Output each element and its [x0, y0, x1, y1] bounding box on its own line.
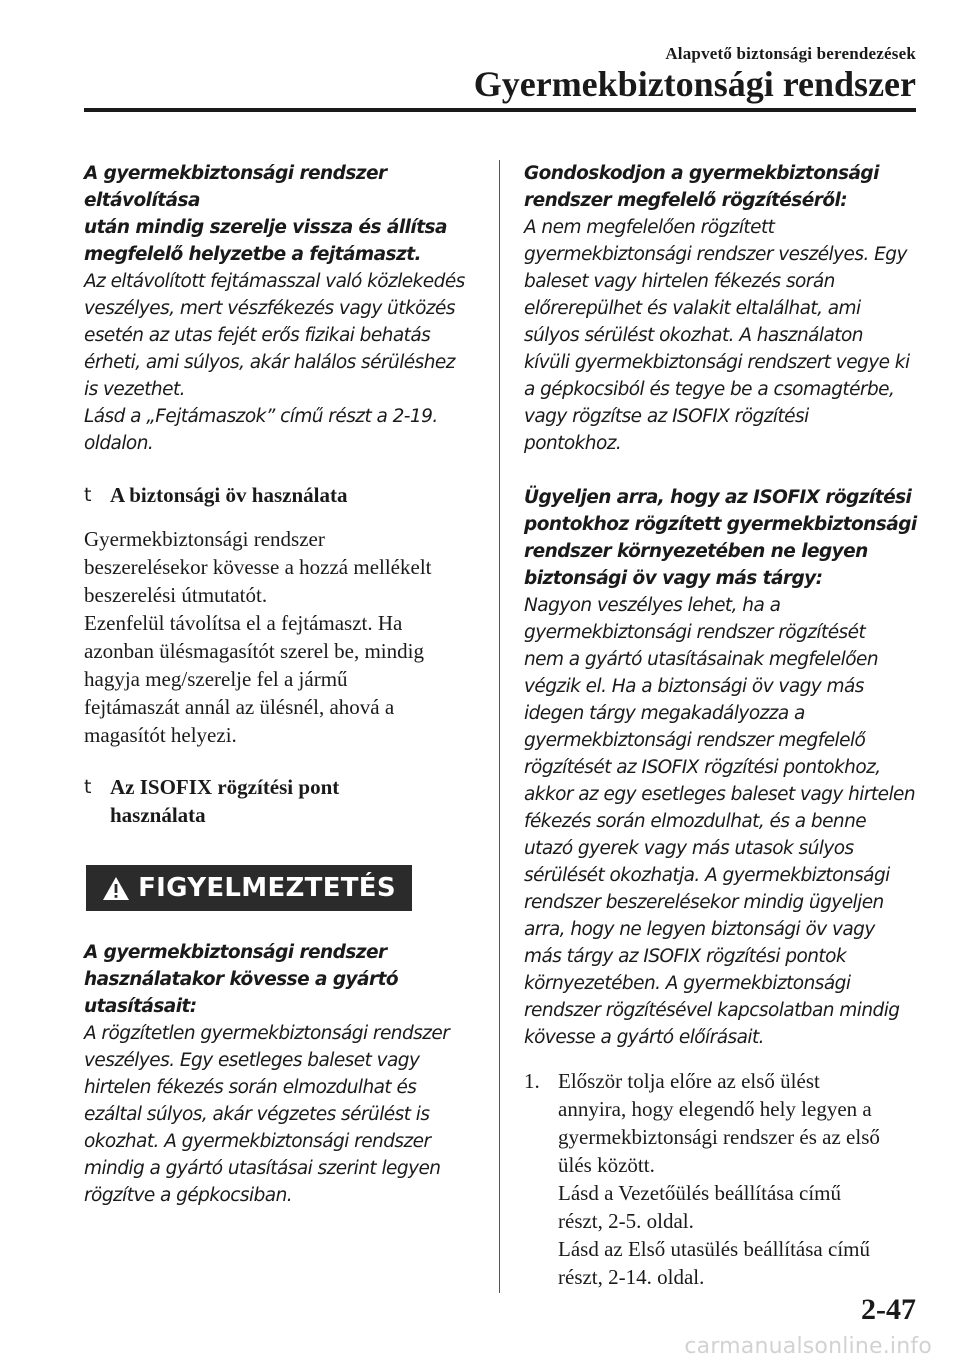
warning-text-line: vagy rögzítse az ISOFIX rögzítési: [524, 406, 809, 427]
body-line: beszerelésekor kövesse a hozzá mellékelt: [84, 555, 432, 579]
headrest-warning: [84, 160, 484, 457]
warning-text-line: gyermekbiztonsági rendszer rögzítését: [524, 622, 866, 643]
step-body: [558, 1067, 880, 1291]
section-title: A biztonsági öv használata: [110, 483, 348, 507]
warning-text-line: pontokhoz.: [524, 433, 622, 454]
headrest-warning-text-line: oldalon.: [84, 433, 154, 454]
warning-banner: [86, 865, 412, 911]
page-number: 2-47: [861, 1293, 916, 1326]
headrest-warning-text-line: esetén az utas fejét erős fizikai behatás: [84, 325, 431, 346]
warning-text-line: gyermekbiztonsági rendszer veszélyes. Egy: [524, 244, 907, 265]
warning-text-line: kövesse a gyártó előírásait.: [524, 1027, 764, 1048]
warning-text-line: előrerepülhet és valakit eltalálhat, ami: [524, 298, 861, 319]
column-divider: [499, 160, 500, 1293]
warning-text-line: A nem megfelelően rögzített: [524, 217, 775, 238]
warning-text-line: arra, hogy ne legyen biztonsági öv vagy: [524, 919, 875, 940]
body-line: magasítót helyezi.: [84, 723, 237, 747]
headrest-warning-heading-line: után mindig szerelje vissza és állítsa: [84, 217, 447, 238]
warning-heading-line: pontokhoz rögzített gyermekbiztonsági: [524, 514, 917, 535]
warning-triangle-icon: [102, 876, 130, 901]
body-line: hagyja meg/szerelje fel a jármű: [84, 667, 348, 691]
step-number: 1.: [524, 1069, 540, 1093]
headrest-warning-text-line: érheti, ami súlyos, akár halálos sérüléshez: [84, 352, 455, 373]
headrest-warning-heading-line: megfelelő helyzetbe a fejtámaszt.: [84, 244, 421, 265]
warning-text-line: rendszer rögzítésével kapcsolatban mindig: [524, 1000, 900, 1021]
warning-text-line: más tárgy az ISOFIX rögzítési pontok: [524, 946, 847, 967]
warning-text-line: rögzítve a gépkocsiban.: [84, 1185, 293, 1206]
body-line: Ezenfelül távolítsa el a fejtámaszt. Ha: [84, 611, 403, 635]
warning-text-line: Nagyon veszélyes lehet, ha a: [524, 595, 781, 616]
warning-heading-line: Ügyeljen arra, hogy az ISOFIX rögzítési: [524, 487, 912, 508]
left-column: [84, 160, 484, 1209]
step-line: Lásd az Első utasülés beállítása című: [558, 1237, 870, 1261]
warning-text-line: súlyos sérülést okozhat. A használaton: [524, 325, 863, 346]
warning-text-line: nem a gyártó utasításainak megfelelően: [524, 649, 878, 670]
warning-text-line: kívüli gyermekbiztonsági rendszert vegye ki: [524, 352, 910, 373]
warning-text-line: baleset vagy hirtelen fékezés során: [524, 271, 835, 292]
warning-text-line: hirtelen fékezés során elmozdulhat és: [84, 1077, 417, 1098]
warning-heading-line: A gyermekbiztonsági rendszer: [84, 942, 387, 963]
warning-text-line: végzik el. Ha a biztonsági öv vagy más: [524, 676, 864, 697]
body-line: azonban ülésmagasítót szerel be, mindig: [84, 639, 424, 663]
step-line: részt, 2-14. oldal.: [558, 1265, 705, 1289]
warning-text-line: akkor az egy esetleges baleset vagy hirtelen: [524, 784, 916, 805]
headrest-warning-heading-line: A gyermekbiztonsági rendszer eltávolítása: [84, 163, 387, 211]
warning-heading-line: rendszer megfelelő rögzítéséről:: [524, 190, 848, 211]
step-line: Lásd a Vezetőülés beállítása című: [558, 1181, 842, 1205]
secure-mounting-warning: [524, 160, 924, 457]
warning-banner-label: FIGYELMEZTETÉS: [138, 873, 396, 903]
warning-text-line: rendszer beszerelésekor mindig ügyeljen: [524, 892, 884, 913]
step-line: részt, 2-5. oldal.: [558, 1209, 694, 1233]
warning-text-line: veszélyes. Egy esetleges baleset vagy: [84, 1050, 420, 1071]
section-heading-isofix: [84, 773, 484, 829]
warning-text-line: a gépkocsiból és tegye be a csomagtérbe,: [524, 379, 895, 400]
step-line: annyira, hogy elegendő hely legyen a: [558, 1097, 872, 1121]
step-1: [524, 1067, 924, 1291]
body-line: Gyermekbiztonsági rendszer: [84, 527, 325, 551]
running-header-subtitle: Alapvető biztonsági berendezések: [665, 44, 916, 63]
right-column: [524, 160, 924, 1291]
running-header-title: Gyermekbiztonsági rendszer: [473, 64, 916, 104]
warning-text-line: idegen tárgy megakadályozza a: [524, 703, 805, 724]
headrest-warning-text-line: is vezethet.: [84, 379, 185, 400]
seatbelt-section-body: [84, 525, 484, 749]
warning-text-line: utazó gyerek vagy más utasok súlyos: [524, 838, 854, 859]
warning-text-line: sérülését okozhatja. A gyermekbiztonsági: [524, 865, 890, 886]
step-line: ülés között.: [558, 1153, 655, 1177]
warning-heading-line: Gondoskodjon a gyermekbiztonsági: [524, 163, 879, 184]
step-line: Először tolja előre az első ülést: [558, 1069, 820, 1093]
headrest-warning-text-line: Az eltávolított fejtámasszal való közlekedés: [84, 271, 465, 292]
body-line: fejtámaszát annál az ülésnél, ahová a: [84, 695, 395, 719]
warning-heading-line: rendszer környezetében ne legyen: [524, 541, 868, 562]
section-marker-icon: t: [84, 776, 92, 798]
section-marker-icon: t: [84, 484, 92, 506]
warning-text-line: gyermekbiztonsági rendszer megfelelő: [524, 730, 866, 751]
watermark: carmanualsonline.info: [684, 1334, 932, 1359]
manufacturer-instructions-warning: [84, 939, 484, 1209]
warning-text-line: ezáltal súlyos, akár végzetes sérülést is: [84, 1104, 430, 1125]
step-line: gyermekbiztonsági rendszer és az első: [558, 1125, 880, 1149]
isofix-clearance-warning: [524, 484, 924, 1051]
headrest-warning-text-line: veszélyes, mert vészfékezés vagy ütközés: [84, 298, 455, 319]
warning-heading-line: biztonsági öv vagy más tárgy:: [524, 568, 823, 589]
warning-text-line: mindig a gyártó utasításai szerint legyen: [84, 1158, 441, 1179]
warning-text-line: környezetében. A gyermekbiztonsági: [524, 973, 851, 994]
warning-text-line: okozhat. A gyermekbiztonsági rendszer: [84, 1131, 431, 1152]
warning-text-line: fékezés során elmozdulhat, és a benne: [524, 811, 867, 832]
warning-heading-line: használatakor kövesse a gyártó utasításait:: [84, 969, 399, 1017]
section-heading-seatbelt: [84, 481, 484, 509]
headrest-warning-text-line: Lásd a „Fejtámaszok” című részt a 2-19.: [84, 406, 438, 427]
header-rule: [84, 108, 916, 112]
body-line: beszerelési útmutatót.: [84, 583, 268, 607]
warning-text-line: A rögzítetlen gyermekbiztonsági rendszer: [84, 1023, 450, 1044]
warning-text-line: rögzítését az ISOFIX rögzítési pontokhoz,: [524, 757, 881, 778]
section-title-line: Az ISOFIX rögzítési pont: [110, 775, 340, 799]
section-title-line: használata: [110, 803, 206, 827]
